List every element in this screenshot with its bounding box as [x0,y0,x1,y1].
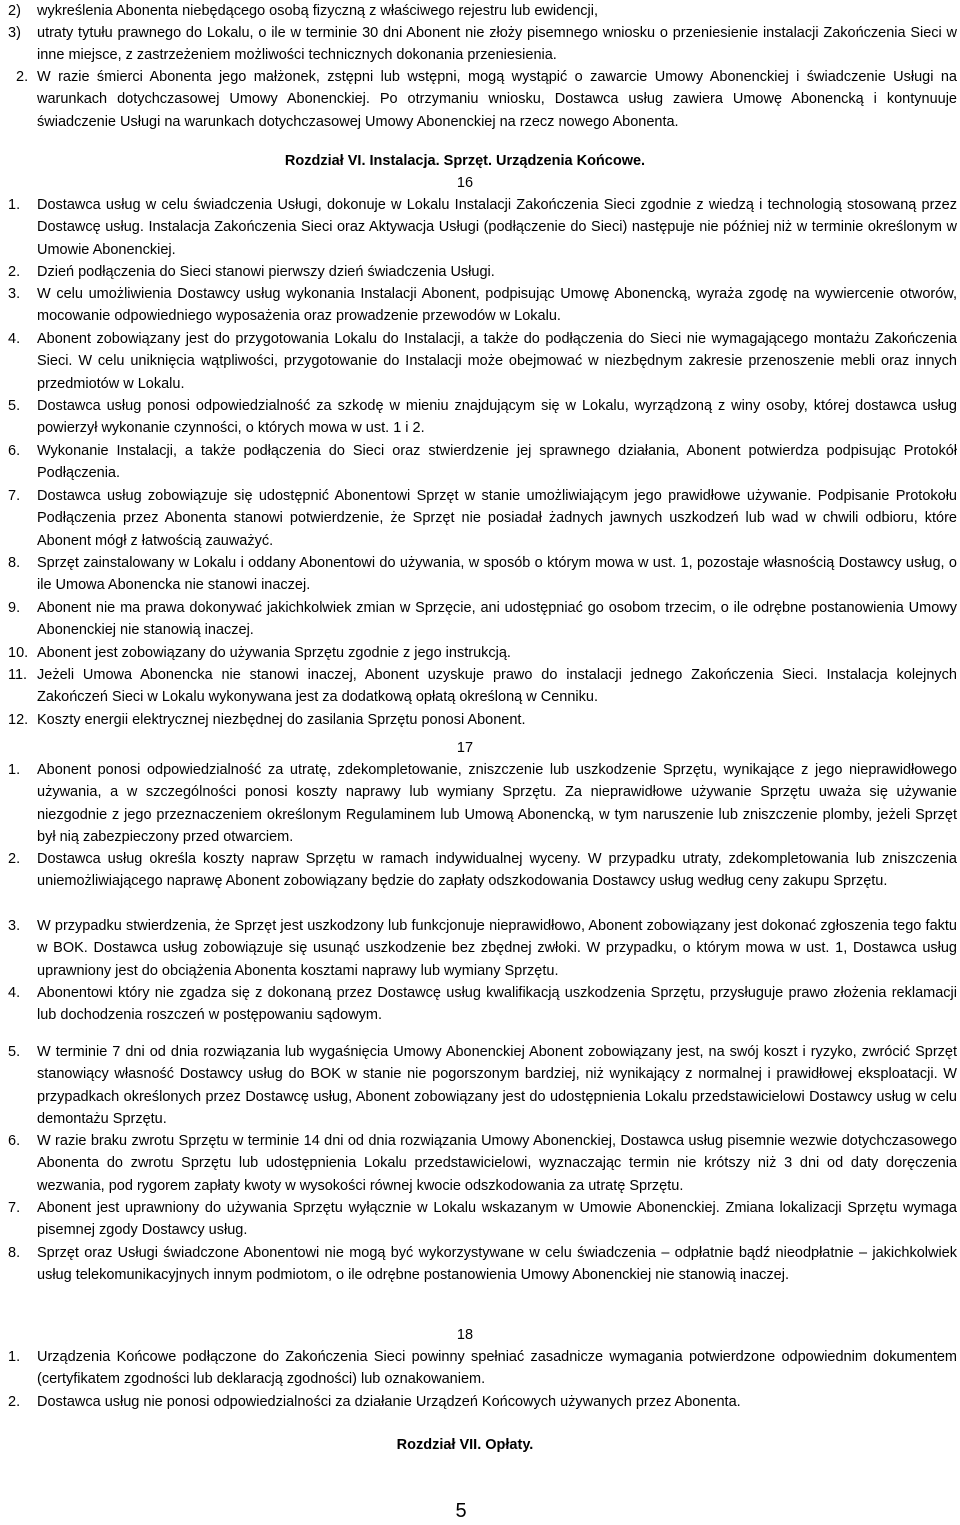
list-item-text: Abonent jest zobowiązany do używania Sprzętu zgodnie z jego instrukcją. [37,645,511,661]
list-item-text: utraty tytułu prawnego do Lokalu, o ile w terminie 30 dni Abonent nie złoży pisemnego wniosku o przeniesienie instalacji Zakończenia Sieci w inne miejsce, z zastrzeżeniem możliwości technicznych dokonania przeniesienia. [37,25,957,64]
list-item-text: Abonent zobowiązany jest do przygotowania Lokalu do Instalacji, a także do podłączenia do Sieci nie wymagającego montażu Zakończenia Sieci. W celu uniknięcia wątpliwości, przygotowanie do Instalacji może obejmować w niezbędnym zakresie przenoszenie mebli oraz innych przedmiotów w Lokalu. [37,331,957,392]
list-item-number: 1. [8,197,21,213]
list-item-number: 12. [8,712,29,728]
list-item-number: 3. [8,918,21,934]
list-item-number: 3. [8,286,21,302]
list-item-text: W razie braku zwrotu Sprzętu w terminie 14 dni od dnia rozwiązania Umowy Abonenckiej, Dostawca usług pisemnie wezwie dotychczasowego Abonenta do zwrotu Sprzętu lub udostępnienia Lokalu przedstawicielowi, wyznaczając termin nie krótszy niż 3 dni od daty doręczenia wezwania, pod rygorem zapłaty kwoty w wysokości równej kwocie odszkodowania za utratę Sprzętu. [37,1133,957,1194]
section-number: 18 [456,1327,474,1343]
list-item-text: W celu umożliwienia Dostawcy usług wykonania Instalacji Abonent, podpisując Umowę Abonencką, wyraża zgodę na wywiercenie otworów, mocowanie odpowiedniego wyposażenia oraz prowadzenie przewodów w Lokalu. [37,286,957,325]
list-item-text: Dostawca usług ponosi odpowiedzialność za szkodę w mieniu znajdującym się w Lokalu, wyrządzoną z winy osoby, której dostawca usług powierzył wykonanie czynności, o których mowa w ust. 1 i 2. [37,398,957,437]
list-item-text: Abonentowi który nie zgadza się z dokonaną przez Dostawcę usług kwalifikacją uszkodzenia Sprzętu, przysługuje prawo złożenia reklamacji lub dochodzenia roszczeń w postępowaniu sądowym. [37,985,957,1024]
list-item-text: Abonent ponosi odpowiedzialność za utratę, zdekompletowanie, zniszczenie lub uszkodzenie Sprzętu, wynikające z jego nieprawidłowego używania, a w szczególności ponosi koszty naprawy lub wymiany Sprzętu. Za nieprawidłowe używanie Sprzętu uważa się używanie niezgodnie z jego przeznaczeniem określonym Regulaminem lub Umową Abonencką, w tym naruszenie lub zniszczenie plomby, jeżeli Sprzęt był nią zabezpieczony przed otwarciem. [37,762,957,845]
list-item-number: 2. [16,69,29,85]
list-item-text: Dzień podłączenia do Sieci stanowi pierwszy dzień świadczenia Usługi. [37,264,495,280]
list-item-number: 8. [8,555,21,571]
list-item-text: Jeżeli Umowa Abonencka nie stanowi inaczej, Abonent uzyskuje prawo do instalacji jednego Zakończenia Sieci. Instalacja kolejnych Zakończeń Sieci w Lokalu wykonywana jest za dodatkową opłatą określoną w Cenniku. [37,667,957,706]
page-number: 5 [455,1500,467,1522]
list-item-number: 4. [8,985,21,1001]
list-item-number: 3) [8,25,21,41]
list-item-text: W razie śmierci Abonenta jego małżonek, zstępni lub wstępni, mogą wystąpić o zawarcie Umowy Abonenckiej i świadczenie Usługi na warunkach dotychczasowej Umowy Abonenckiej. Po otrzymaniu wniosku, Dostawca usług zawiera Umowę Abonencką i kontynuuje świadczenie Usługi na warunkach dotychczasowej Umowy Abonenckiej na rzecz nowego Abonenta. [37,69,957,130]
chapter-heading: Rozdział VI. Instalacja. Sprzęt. Urządzenia Końcowe. [284,153,646,169]
list-item-text: W terminie 7 dni od dnia rozwiązania lub wygaśnięcia Umowy Abonenckiej Abonent zobowiązany jest, na swój koszt i ryzyko, zwrócić Sprzęt stanowiący własność Dostawcy usług do BOK w stanie nie pogorszonym bardziej, niż wynikający z normalnej i prawidłowej eksploatacji. W przypadkach określonych przez Dostawcę usług, Abonent zobowiązany jest do udostępnienia Lokalu przedstawicielowi Dostawcy usług w celu demontażu Sprzętu. [37,1044,957,1127]
list-item-text: Sprzęt zainstalowany w Lokalu i oddany Abonentowi do używania, w sposób o którym mowa w ust. 1, pozostaje własnością Dostawcy usług, o ile Umowa Abonencka nie stanowi inaczej. [37,555,957,594]
list-item-number: 2) [8,3,21,19]
list-item-number: 5. [8,398,21,414]
list-item-number: 5. [8,1044,21,1060]
list-item-number: 8. [8,1245,21,1261]
list-item-number: 11. [8,667,28,683]
list-item-number: 6. [8,1133,21,1149]
list-item-text: Dostawca usług w celu świadczenia Usługi, dokonuje w Lokalu Instalacji Zakończenia Sieci zgodnie z wiedzą i technologią stosowaną przez Dostawcę usług. Instalacja Zakończenia Sieci oraz Aktywacja Usługi (podłączenie do Sieci) następuje nie później niż w terminie określonym w Umowie Abonenckiej. [37,197,957,258]
list-item-number: 2. [8,264,21,280]
section-number: 17 [456,740,474,756]
list-item-number: 9. [8,600,21,616]
list-item-number: 6. [8,443,21,459]
list-item-number: 1. [8,1349,21,1365]
list-item-text: Dostawca usług zobowiązuje się udostępnić Abonentowi Sprzęt w stanie umożliwiającym jego prawidłowe używanie. Podpisanie Protokołu Podłączenia przez Abonenta stanowi potwierdzenie, że Sprzęt nie posiadał żadnych jawnych uszkodzeń lub wad w chwili odbioru, które Abonent mógł z łatwością zauważyć. [37,488,957,549]
list-item-number: 10. [8,645,29,661]
list-item-text: wykreślenia Abonenta niebędącego osobą fizyczną z właściwego rejestru lub ewidencji, [37,3,598,19]
list-item-text: W przypadku stwierdzenia, że Sprzęt jest uszkodzony lub funkcjonuje nieprawidłowo, Abonent zobowiązany jest dokonać zgłoszenia tego faktu w BOK. Dostawca usług zobowiązuje się usunąć uszkodzenie bez zbędnej zwłoki. W przypadku, o którym mowa w ust. 1, Dostawca usług uprawniony jest do obciążenia Abonenta kosztami naprawy lub wymiany Sprzętu. [37,918,957,979]
list-item-text: Wykonanie Instalacji, a także podłączenia do Sieci oraz stwierdzenie jej sprawnego działania, Abonent potwierdza podpisując Protokół Podłączenia. [37,443,957,482]
list-item-number: 4. [8,331,21,347]
list-item-text: Abonent nie ma prawa dokonywać jakichkolwiek zmian w Sprzęcie, ani udostępniać go osobom trzecim, o ile odrębne postanowienia Umowy Abonenckiej nie stanowią inaczej. [37,600,957,639]
list-item-number: 7. [8,1200,21,1216]
list-item-text: Koszty energii elektrycznej niezbędnej do zasilania Sprzętu ponosi Abonent. [37,712,526,728]
list-item-text: Urządzenia Końcowe podłączone do Zakończenia Sieci powinny spełniać zasadnicze wymagania potwierdzone odpowiednim dokumentem (certyfikatem zgodności lub deklaracją zgodności) lub oznakowaniem. [37,1349,957,1388]
list-item-number: 1. [8,762,21,778]
list-item-number: 2. [8,1394,21,1410]
list-item-text: Dostawca usług nie ponosi odpowiedzialności za działanie Urządzeń Końcowych używanych przez Abonenta. [37,1394,741,1410]
section-number: 16 [456,175,474,191]
list-item-text: Abonent jest uprawniony do używania Sprzętu wyłącznie w Lokalu wskazanym w Umowie Abonenckiej. Zmiana lokalizacji Sprzętu wymaga pisemnej zgody Dostawcy usług. [37,1200,957,1239]
list-item-text: Sprzęt oraz Usługi świadczone Abonentowi nie mogą być wykorzystywane w celu świadczenia – odpłatnie bądź nieodpłatnie – jakichkolwiek usług telekomunikacyjnych innym podmiotom, o ile odrębne postanowienia Umowy Abonenckiej nie stanowią inaczej. [37,1245,957,1284]
list-item-text: Dostawca usług określa koszty napraw Sprzętu w ramach indywidualnej wyceny. W przypadku utraty, zdekompletowania lub zniszczenia uniemożliwiającego naprawę Abonent zobowiązany będzie do zapłaty odszkodowania Dostawcy usług według ceny zakupu Sprzętu. [37,851,957,890]
list-item-number: 7. [8,488,21,504]
chapter-heading: Rozdział VII. Opłaty. [396,1437,534,1453]
list-item-number: 2. [8,851,21,867]
